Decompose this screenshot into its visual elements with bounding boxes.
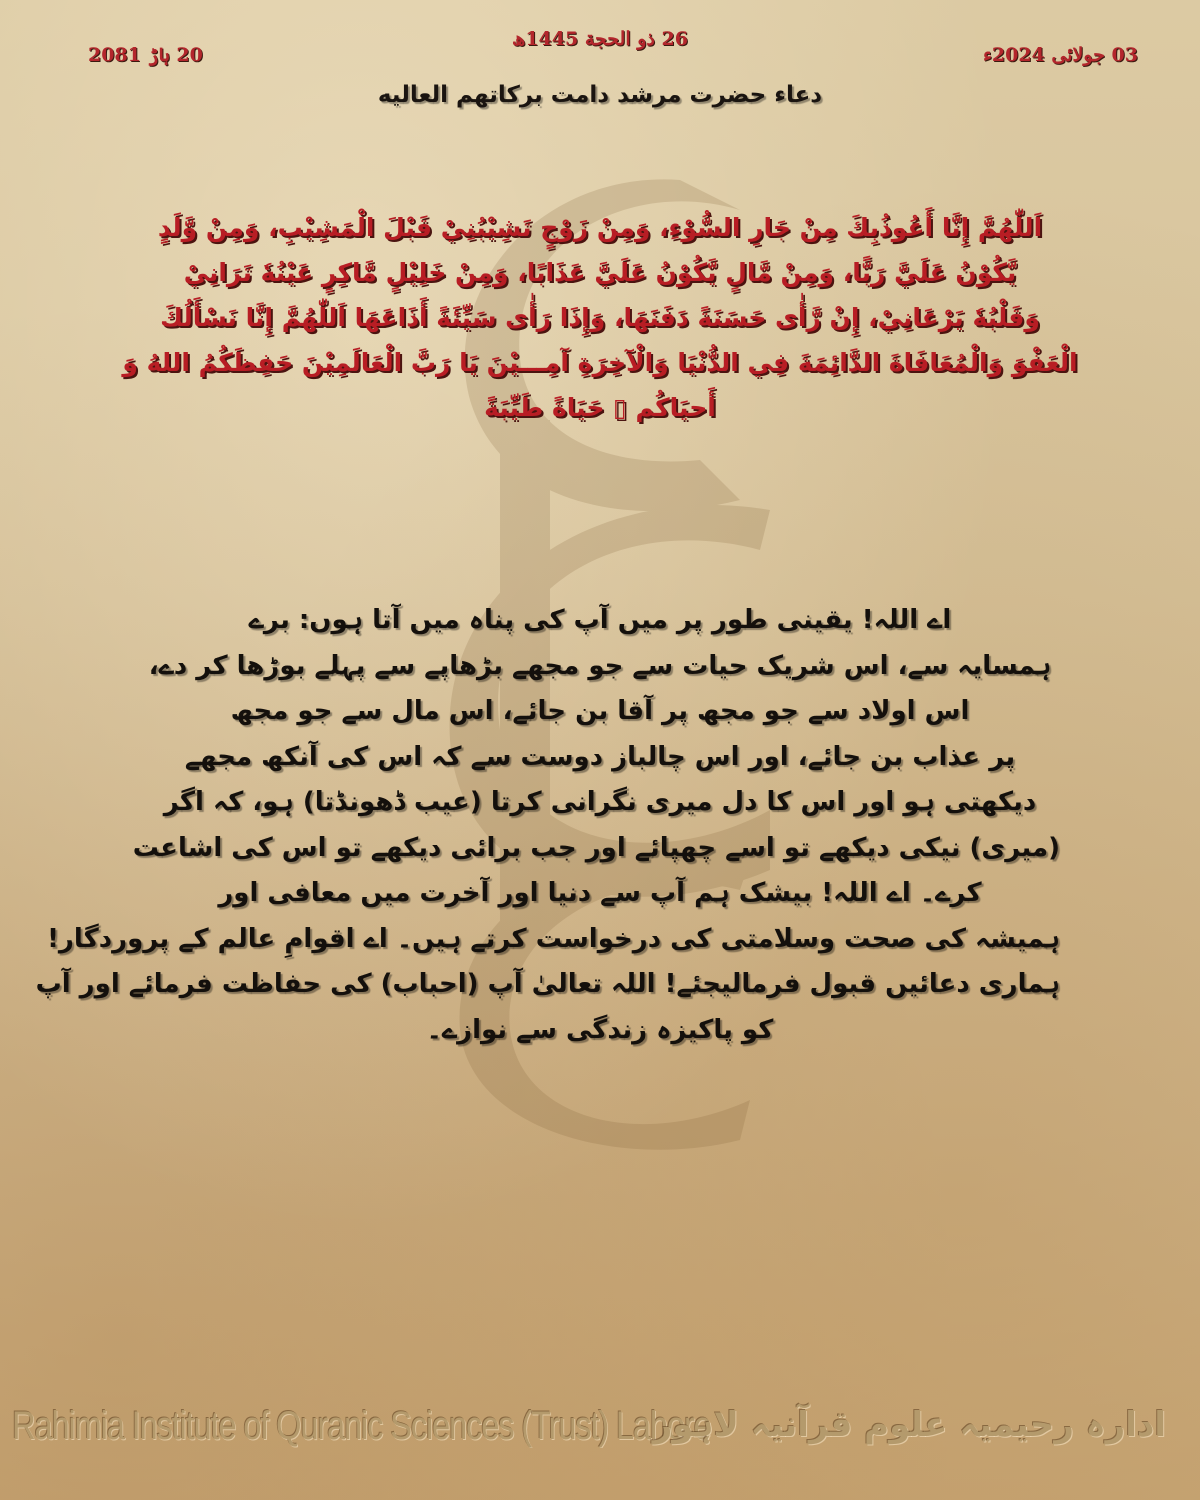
gregorian-date: 03 جولائی 2024ء	[982, 44, 1138, 66]
urdu-line: اس اولاد سے جو مجھ پر آقا بن جائے، اس مال سے جو مجھ	[230, 696, 970, 726]
arabic-line: اَللّٰهُمَّ إِنَّا أَعُوذُبِكَ مِنْ جَارِ السُّوْءِ، وَمِنْ زَوْجٍ تَشِيْبُنِيْ قَبْلَ الْمَشِيْبِ، وَمِنْ وَّلَدٍ	[157, 213, 1043, 242]
urdu-line: (میری) نیکی دیکھے تو اسے چھپائے اور جب برائی دیکھے تو اس کی اشاعت	[132, 832, 1060, 863]
urdu-line: پر عذاب بن جائے، اور اس چالباز دوست سے کہ اس کی آنکھ مجھے	[184, 741, 1016, 772]
bikrami-date: 20 ہاڑ 2081	[88, 44, 203, 66]
arabic-dua-text	[80, 205, 1120, 430]
urdu-line: ہمسایہ سے، اس شریک حیات سے جو مجھے بڑھاپے سے پہلے بوڑھا کر دے،	[148, 650, 1052, 681]
arabic-line: يَّكُوْنُ عَلَيَّ رَبًّا، وَمِنْ مَّالٍ يَّكُوْنُ عَلَيَّ عَذَابًا، وَمِنْ خَلِيْلٍ مَّاكِرٍ عَيْنُهٗ تَرَانِيْ	[183, 258, 1017, 287]
urdu-line: دیکھتی ہو اور اس کا دل میری نگرانی کرتا (عیب ڈھونڈتا) ہو، کہ اگر	[163, 787, 1037, 817]
hijri-date: 26 ذو الحجة 1445ھ	[512, 28, 688, 50]
urdu-line: ہماری دعائیں قبول فرمالیجئے! اللہ تعالیٰ آپ (احباب) کی حفاظت فرمائے اور آپ	[35, 969, 1060, 999]
arabic-line: أَحيَاكُم ▯ حَيَاةً طَيِّبَةً	[484, 393, 716, 422]
institute-name-urdu-logo: ادارہ رحیمیہ علوم قرآنیہ لاہور	[652, 1405, 1166, 1445]
urdu-line: کرے۔ اے اللہ! بیشک ہم آپ سے دنیا اور آخرت میں معافی اور	[218, 878, 982, 908]
arabic-line: الْعَفْوَ وَالْمُعَافَاةَ الدَّائِمَةَ فِي الدُّنْيَا وَالْآخِرَةِ آمِـــيْنَ يَا رَبَّ الْعَالَمِيْنَ حَفِظَكُمُ اللهُ وَ	[122, 348, 1078, 377]
page-title: دعاء حضرت مرشد دامت برکاتهم العالیه	[377, 82, 823, 108]
institute-footer	[0, 1400, 1200, 1460]
urdu-line: کو پاکیزہ زندگی سے نوازے۔	[426, 1014, 774, 1045]
institute-name-english: Rahimia Institute of Quranic Sciences (Trust) Lahore	[12, 1404, 711, 1448]
urdu-line: ہمیشہ کی صحت وسلامتی کی درخواست کرتے ہیں۔ اے اقوامِ عالم کے پروردگار!	[47, 923, 1060, 954]
arabic-line: وَقَلْبُهٗ يَرْعَانِيْ، إِنْ رَّأٰى حَسَنَةً دَفَنَهَا، وَإِذَا رَأٰى سَيِّئَةً أَذَاعَهَا اَللّٰهُمَّ إِنَّا نَسْأَلُكَ	[160, 303, 1040, 332]
urdu-line: اے اللہ! یقینی طور پر میں آپ کی پناہ میں آتا ہوں: برے	[248, 605, 952, 635]
urdu-translation-text	[35, 598, 1060, 1053]
